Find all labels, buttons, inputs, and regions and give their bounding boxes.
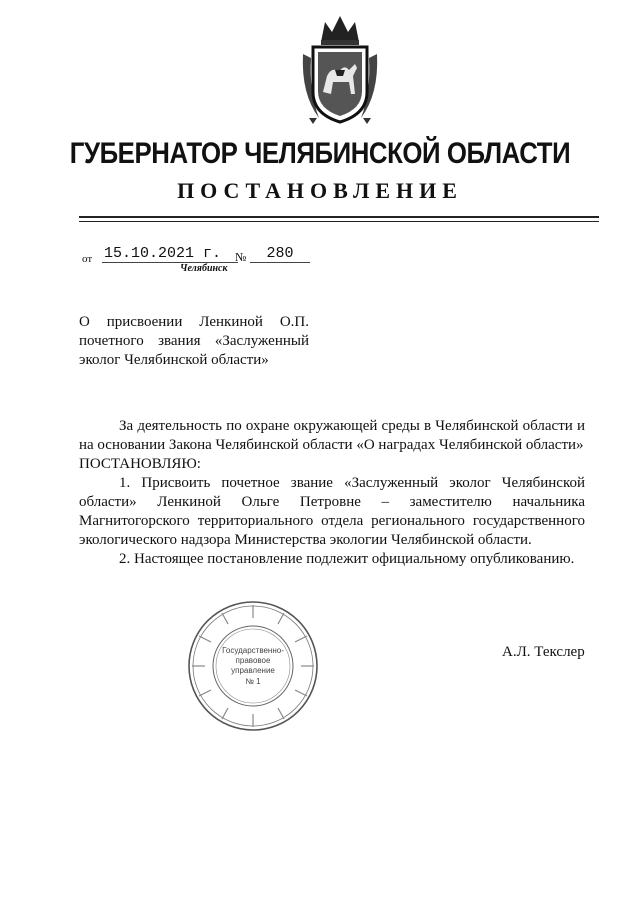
document-type: ПОСТАНОВЛЕНИЕ	[177, 178, 463, 203]
document-date: 15.10.2021 г.	[102, 245, 238, 263]
subject-block	[79, 313, 309, 370]
authority-title: ГУБЕРНАТОР ЧЕЛЯБИНСКОЙ ОБЛАСТИ	[69, 137, 571, 170]
stamp-inner-line: Государственно-	[222, 646, 284, 655]
header-rule-thick	[79, 216, 599, 218]
header-rule-thin	[79, 221, 599, 222]
stamp-inner-line: правовое	[235, 656, 271, 665]
subject-line: О присвоении Ленкиной О.П.	[79, 314, 309, 330]
decree-item-1: 1. Присвоить почетное звание «Заслуженный эколог Челябинской области» Ленкиной Ольге Петровне – заместителю начальника Магнитогорского территориального отдела регионального государственного экологического надзора Министерства экологии Челябинской области.	[79, 475, 585, 548]
number-prefix: №	[235, 250, 247, 264]
decree-body	[79, 417, 585, 569]
coat-of-arms-emblem	[299, 14, 381, 126]
stamp-inner-line: № 1	[245, 677, 261, 686]
preamble-paragraph: За деятельность по охране окружающей среды в Челябинской области и на основании Закона Челябинской области «О наградах Челябинской области»	[79, 418, 585, 453]
city-label: Челябинск	[180, 263, 228, 274]
decree-item-2: 2. Настоящее постановление подлежит официальному опубликованию.	[119, 551, 575, 567]
document-number: 280	[250, 245, 310, 263]
date-prefix: от	[82, 253, 93, 265]
stamp-inner-line: управление	[231, 666, 275, 675]
signature-name: А.Л. Текслер	[502, 644, 585, 660]
subject-line: почетного звания «Заслуженный	[79, 333, 309, 349]
subject-line: эколог Челябинской области»	[79, 352, 269, 368]
official-stamp	[183, 596, 323, 736]
decree-word: ПОСТАНОВЛЯЮ:	[79, 456, 201, 472]
